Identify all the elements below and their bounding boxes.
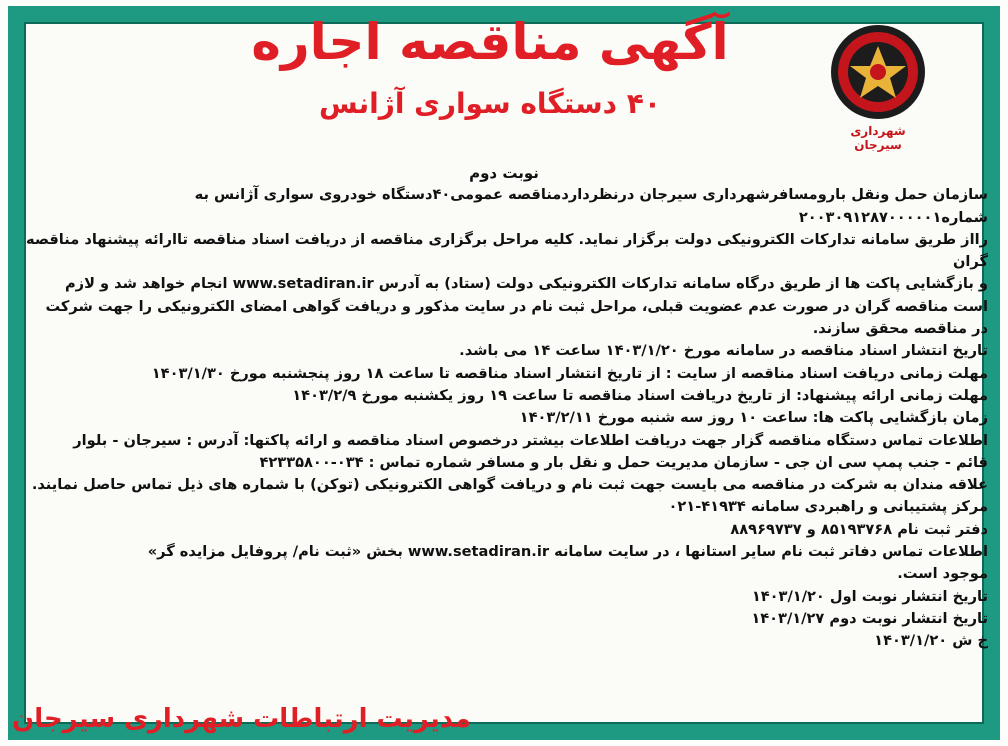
notice-line: سازمان حمل ونقل بارومسافرشهرداری سیرجان درنظرداردمناقصه عمومی۴۰دستگاه خودروی سواری آژانس به شماره۲۰۰۳۰۹۱۲۸۷۰۰۰۰۰۱	[194, 186, 988, 226]
notice-line: اطلاعات تماس دستگاه مناقصه گزار جهت دریافت اطلاعات بیشتر درخصوص اسناد مناقصه و ارائه پاکتها: آدرس : سیرجان - بلوار	[73, 431, 988, 449]
notice-line: مرکز پشتیبانی و راهبردی سامانه ۴۱۹۳۴-۰۲۱	[668, 498, 988, 516]
notice-line: رااز طریق سامانه تدارکات الکترونیکی دولت برگزار نماید. کلیه مراحل برگزاری مناقصه از دریافت اسناد مناقصه تاارائه پیشنهاد مناقصه گران	[26, 230, 988, 271]
notice-line: قائم - جنب پمپ سی ان جی - سازمان مدیریت حمل و نقل بار و مسافر شماره تماس : ۰۳۴-۴۲۳۳۵۸۰۰	[259, 453, 988, 471]
notice-body	[20, 162, 988, 692]
municipality-logo	[826, 22, 930, 152]
emblem-icon	[828, 22, 928, 122]
footer-signature: مدیریت ارتباطات شهرداری سیرجان	[12, 704, 471, 734]
notice-line: و بازگشایی پاکت ها از طریق درگاه سامانه تدارکات الکترونیکی دولت (ستاد) به آدرس www.setadiran.ir انجام خواهد شد و لازم	[64, 275, 988, 293]
notice-line: تاریخ انتشار اسناد مناقصه در سامانه مورخ ۱۴۰۳/۱/۲۰ ساعت ۱۴ می باشد.	[459, 342, 988, 360]
notice-line: است مناقصه گران در صورت عدم عضویت قبلی، مراحل ثبت نام در سایت مذکور و دریافت گواهی امضای الکترونیکی را جهت شرکت	[45, 297, 988, 315]
notice-title: آگهی مناقصه اجاره	[251, 13, 729, 71]
notice-subtitle: ۴۰ دستگاه سواری آژانس	[319, 87, 661, 120]
notice-line: مهلت زمانی ارائه پیشنهاد: از تاریخ دریافت اسناد مناقصه تا ساعت ۱۹ روز یکشنبه مورخ ۱۴۰۳/۲/۹	[292, 386, 988, 404]
footer-signature-box	[12, 704, 472, 734]
notice-line: علاقه مندان به شرکت در مناقصه می بایست جهت ثبت نام و دریافت گواهی الکترونیکی (توکن) با شماره های ذیل تماس حاصل نمایند.	[31, 476, 988, 494]
notice-round: نوبت دوم	[469, 164, 539, 182]
notice-line: اطلاعات تماس دفاتر ثبت نام سایر استانها ، در سایت سامانه www.setadiran.ir بخش «ثبت نام/ پروفایل مزایده گر»	[147, 543, 988, 561]
notice-line: تاریخ انتشار نوبت دوم ۱۴۰۳/۱/۲۷	[751, 609, 988, 627]
notice-line: موجود است.	[897, 565, 988, 583]
notice-line: خ ش ۱۴۰۳/۱/۲۰	[874, 632, 988, 650]
notice-line: تاریخ انتشار نوبت اول ۱۴۰۳/۱/۲۰	[751, 587, 988, 605]
notice-line: در مناقصه محقق سازند.	[812, 320, 988, 338]
notice-line: مهلت زمانی دریافت اسناد مناقصه از سایت : از تاریخ انتشار اسناد مناقصه تا ساعت ۱۸ روز پنجشنبه مورخ ۱۴۰۳/۱/۳۰	[151, 364, 988, 382]
notice-line: دفتر ثبت نام ۸۵۱۹۳۷۶۸ و ۸۸۹۶۹۷۳۷	[730, 520, 988, 538]
logo-caption: شهرداری سیرجان	[850, 124, 906, 152]
notice-line: زمان بازگشایی پاکت ها: ساعت ۱۰ روز سه شنبه مورخ ۱۴۰۳/۲/۱۱	[519, 409, 988, 427]
